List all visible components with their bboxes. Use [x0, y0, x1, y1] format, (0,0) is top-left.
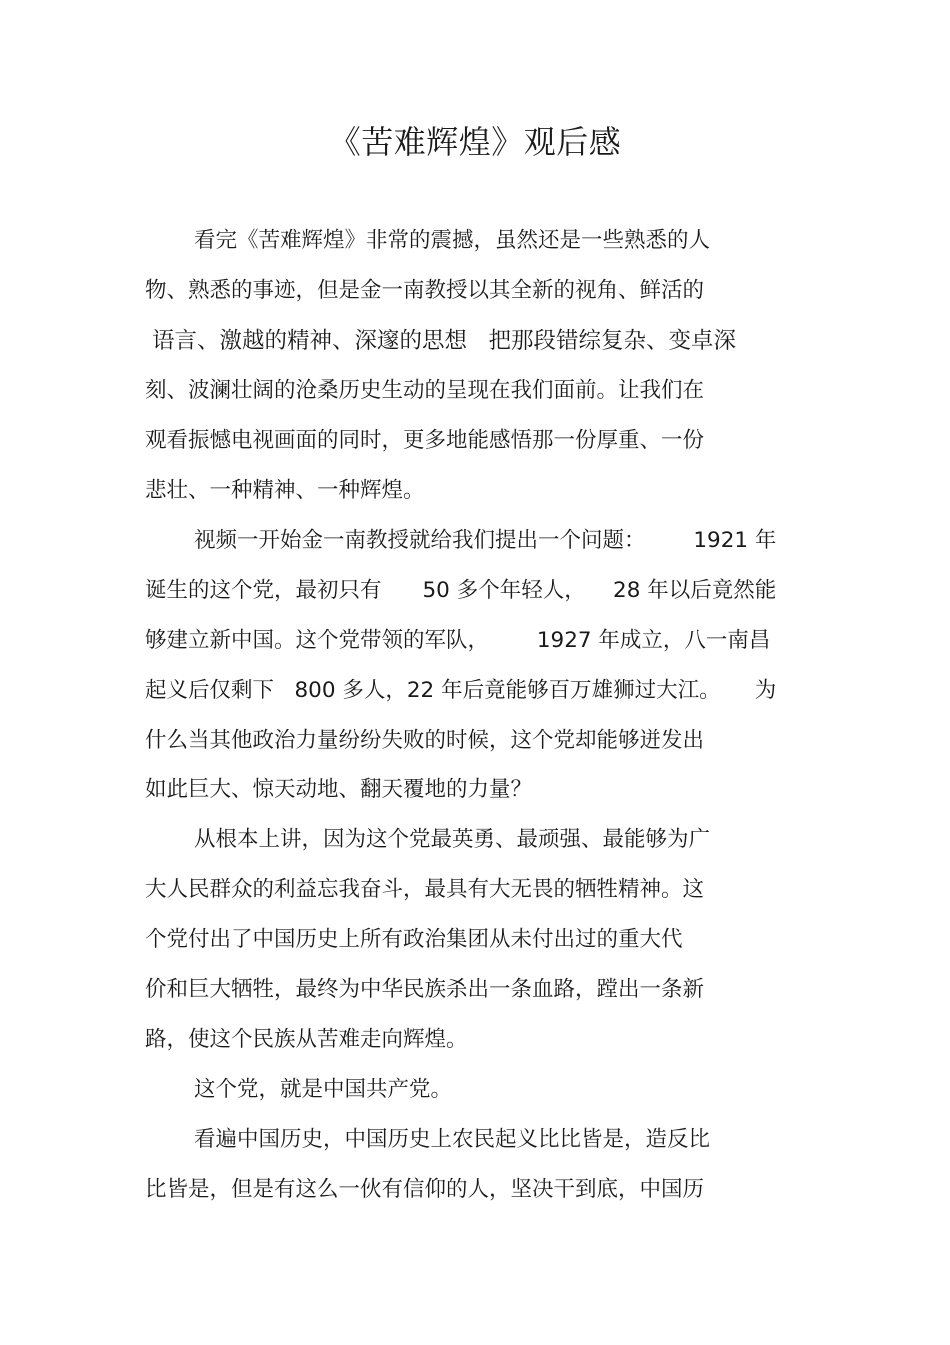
paragraph-line: 如此巨大、惊天动地、翻天覆地的力量？: [145, 777, 533, 802]
paragraph-line: 路，使这个民族从苦难走向辉煌。: [145, 1027, 468, 1052]
paragraph-line: 价和巨大牺牲，最终为中华民族杀出一条血路，蹚出一条新: [145, 977, 705, 1002]
paragraph-line: 诞生的这个党，最初只有 50 多个年轻人， 28 年以后竟然能: [145, 578, 777, 603]
paragraph-line: 大人民群众的利益忘我奋斗，最具有大无畏的牺牲精神。这: [145, 877, 705, 902]
paragraph-line: 够建立新中国。这个党带领的军队， 1927 年成立，八一南昌: [145, 628, 771, 653]
paragraph-line: 看完《苦难辉煌》非常的震撼，虽然还是一些熟悉的人: [194, 228, 711, 253]
paragraph-line: 什么当其他政治力量纷纷失败的时候，这个党却能够迸发出: [145, 728, 705, 753]
paragraph-line: 起义后仅剩下 800 多人，22 年后竟能够百万雄狮过大江。 为: [145, 678, 777, 703]
paragraph-line: 看遍中国历史，中国历史上农民起义比比皆是，造反比: [194, 1127, 711, 1152]
paragraph-line: 刻、波澜壮阔的沧桑历史生动的呈现在我们面前。让我们在: [145, 378, 705, 403]
paragraph-line: 个党付出了中国历史上所有政治集团从未付出过的重大代: [145, 927, 683, 952]
paragraph-line: 语言、激越的精神、深邃的思想 把那段错综复杂、变卓深: [152, 328, 736, 354]
paragraph-line: 比皆是，但是有这么一伙有信仰的人，坚决干到底，中国历: [145, 1177, 705, 1202]
paragraph-line: 视频一开始金一南教授就给我们提出一个问题： 1921 年: [194, 528, 777, 553]
paragraph-line: 观看振憾电视画面的同时，更多地能感悟那一份厚重、一份: [145, 428, 705, 453]
paragraph-line: 悲壮、一种精神、一种辉煌。: [145, 478, 425, 503]
paragraph-line: 从根本上讲，因为这个党最英勇、最顽强、最能够为广: [194, 827, 711, 852]
paragraph-line: 这个党，就是中国共产党。: [194, 1077, 453, 1102]
paragraph-line: 物、熟悉的事迹，但是金一南教授以其全新的视角、鲜活的: [145, 278, 705, 303]
document-title: 《苦难辉煌》观后感: [328, 123, 622, 161]
